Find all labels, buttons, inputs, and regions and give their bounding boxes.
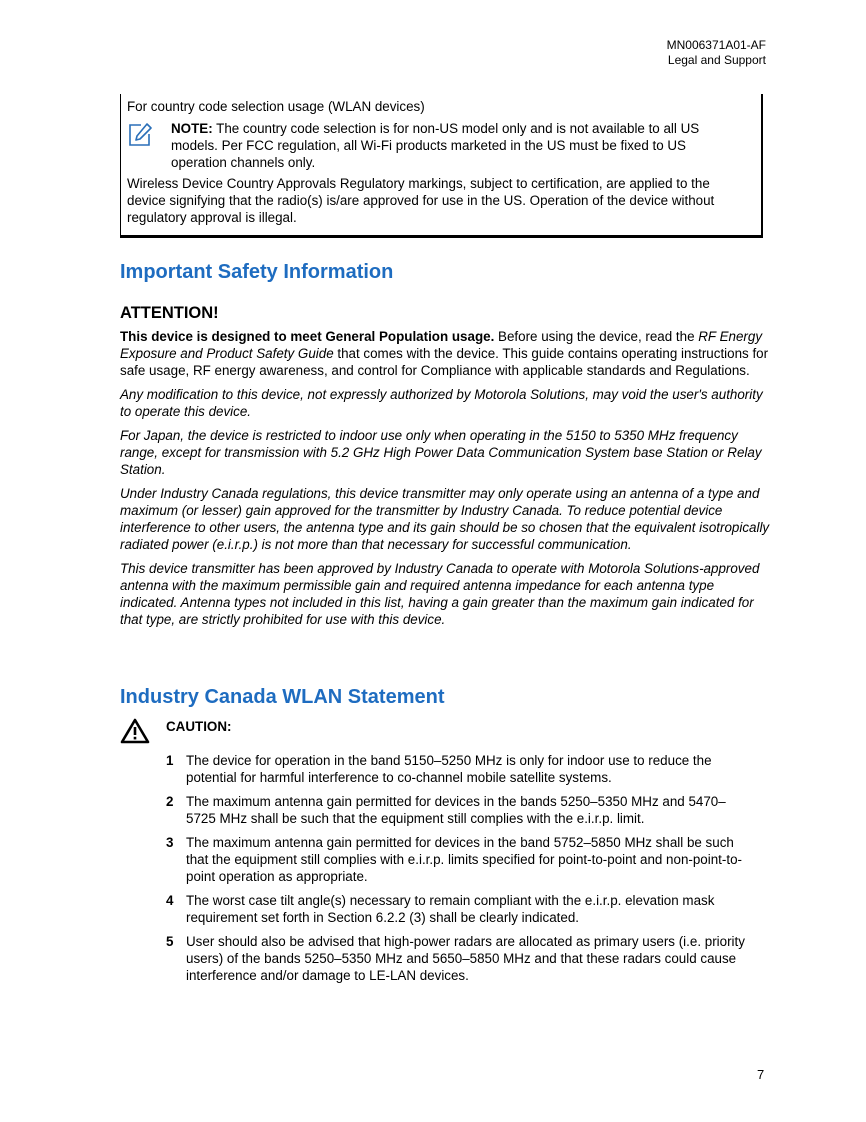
caution-list: [166, 752, 770, 984]
safety-content: [120, 305, 770, 635]
note-text: NOTE: The country code selection is for non-US model only and is not available to all US models. Per FCC regulation, all Wi-Fi products marketed in the US must be fixed to US operation channels only.: [171, 121, 700, 170]
safety-paragraph-1: This device is designed to meet General Population usage. Before using the device, read the RF Energy Exposure and Product Safety Guide that comes with the device. This guide contains operating instructions for safe usage, RF energy awareness, and control for Compliance with applicable standards and Regulations.: [120, 329, 769, 378]
page-header: [667, 38, 766, 68]
safety-paragraph-5: This device transmitter has been approved by Industry Canada to operate with Motorola Solutions-approved antenna with the maximum permissible gain and required antenna impedance for each antenna type indicated. Antenna types not included in this list, having a gain greater than the maximum gain indicated for that type, are strictly prohibited for use with this device.: [120, 561, 760, 627]
warning-triangle-icon: [120, 714, 166, 748]
list-item: 5 User should also be advised that high-power radars are allocated as primary users (i.e. priority users) of the bands 5250–5350 MHz and 5650–5850 MHz and that these radars could cause interference and/or damage to LE-LAN devices.: [166, 934, 745, 983]
section-name: Legal and Support: [667, 53, 766, 67]
box-intro: For country code selection usage (WLAN devices): [127, 99, 425, 114]
box-body: Wireless Device Country Approvals Regulatory markings, subject to certification, are applied to the device signifying that the radio(s) is/are approved for use in the US. Operation of the device without regulatory approval is illegal.: [127, 176, 715, 225]
doc-number: MN006371A01-AF: [666, 38, 766, 52]
wlan-heading: Industry Canada WLAN Statement: [120, 686, 445, 708]
safety-heading: Important Safety Information: [120, 261, 394, 283]
page-number: 7: [757, 1067, 765, 1082]
list-item: 1 The device for operation in the band 5150–5250 MHz is only for indoor use to reduce the potential for harmful interference to co-channel mobile satellite systems.: [166, 753, 712, 785]
guide-title: RF Energy Exposure and Product Safety Guide: [120, 329, 763, 361]
wlan-country-code-box: [120, 94, 763, 238]
note-block: [127, 120, 761, 171]
safety-paragraph-3: For Japan, the device is restricted to indoor use only when operating in the 5150 to 5350 MHz frequency range, except for transmission with 5.2 GHz High Power Data Communication System base Station or Relay Station.: [120, 428, 762, 477]
note-label: NOTE:: [171, 121, 213, 136]
safety-paragraph-4: Under Industry Canada regulations, this device transmitter may only operate using an antenna of a type and maximum (or lesser) gain approved for the transmitter by Industry Canada. To reduce potential device interference to other users, the antenna type and its gain should be so chosen that the equivalent isotropically radiated power (e.i.r.p.) is not more than that necessary for successful communication.: [120, 486, 770, 552]
attention-heading: ATTENTION!: [120, 304, 219, 322]
list-item: 2 The maximum antenna gain permitted for devices in the bands 5250–5350 MHz and 5470–5725 MHz shall be such that the equipment still complies with the e.i.r.p. limit.: [166, 794, 726, 826]
list-item: 4 The worst case tilt angle(s) necessary to remain compliant with the e.i.r.p. elevation mask requirement set forth in Section 6.2.2 (3) shall be clearly indicated.: [166, 893, 715, 925]
safety-paragraph-2: Any modification to this device, not expressly authorized by Motorola Solutions, may void the user's authority to operate this device.: [120, 387, 763, 419]
list-item: 3 The maximum antenna gain permitted for devices in the band 5752–5850 MHz shall be such that the equipment still complies with e.i.r.p. limits specified for point-to-point and non-point-to-point operation as appropriate.: [166, 835, 742, 884]
caution-block: [120, 714, 770, 991]
caution-label: CAUTION:: [166, 719, 232, 734]
pencil-note-icon: [127, 120, 171, 171]
